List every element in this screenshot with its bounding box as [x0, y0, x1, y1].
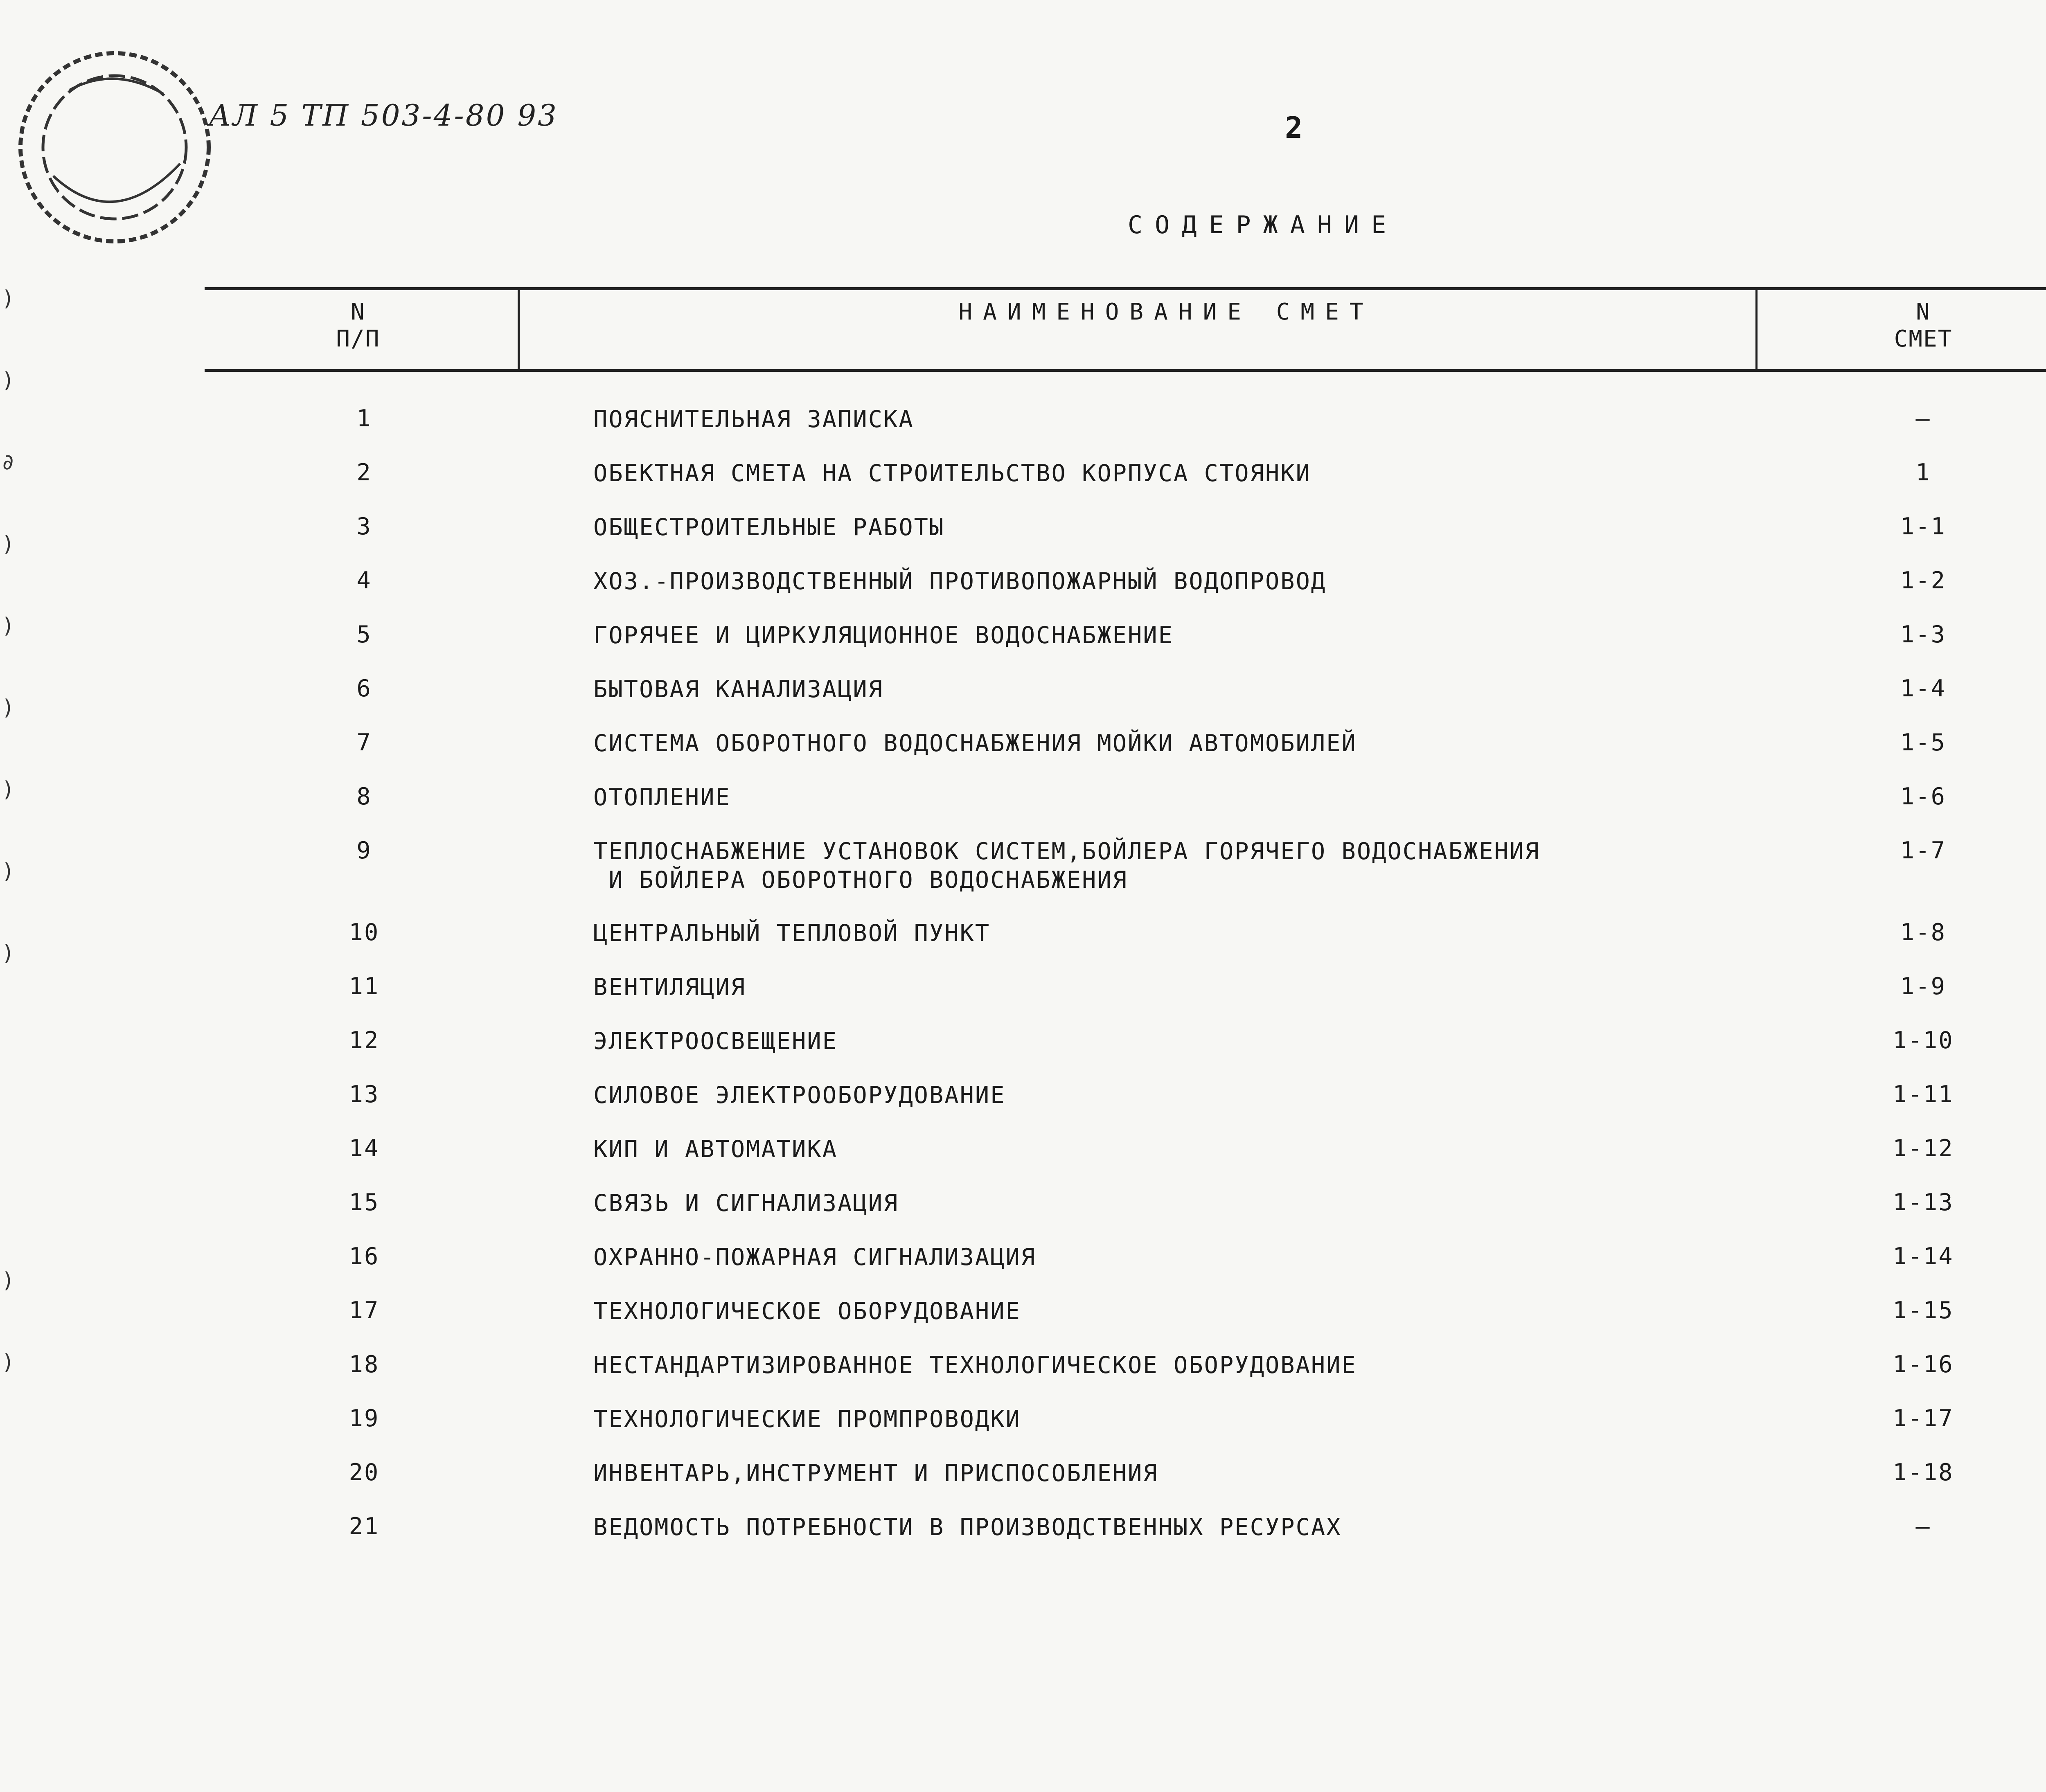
document-code: АЛ 5 ТП 503-4-80 93: [209, 98, 558, 133]
table-row: [0, 1351, 2046, 1405]
table-row: [0, 1297, 2046, 1351]
row-estimate: 1-4: [1900, 675, 1946, 702]
row-number: 18: [349, 1351, 380, 1378]
table-row: [0, 1081, 2046, 1135]
row-estimate: 1: [1915, 459, 1931, 486]
row-number: 13: [349, 1081, 380, 1108]
row-name: СВЯЗЬ И СИГНАЛИЗАЦИЯ: [593, 1190, 899, 1217]
table-row: [0, 1513, 2046, 1567]
row-estimate: 1-15: [1893, 1297, 1954, 1324]
row-name: ОБЩЕСТРОИТЕЛЬНЫЕ РАБОТЫ: [593, 514, 945, 541]
row-name: ОТОПЛЕНИЕ: [593, 784, 731, 811]
table-row: [0, 675, 2046, 729]
row-number: 6: [356, 675, 372, 702]
row-number: 7: [356, 729, 372, 756]
row-name: ЭЛЕКТРООСВЕЩЕНИЕ: [593, 1028, 838, 1055]
row-estimate: 1-6: [1900, 783, 1946, 810]
row-name: ТЕПЛОСНАБЖЕНИЕ УСТАНОВОК СИСТЕМ,БОЙЛЕРА ГОРЯЧЕГО ВОДОСНАБЖЕНИЯ И БОЙЛЕРА ОБОРОТНОГО ВОДОСНАБЖЕНИЯ: [593, 838, 1540, 894]
row-estimate: 1-3: [1900, 621, 1946, 648]
table-row: [0, 919, 2046, 973]
row-name: ХОЗ.-ПРОИЗВОДСТВЕННЫЙ ПРОТИВОПОЖАРНЫЙ ВОДОПРОВОД: [593, 568, 1327, 595]
col-header-estimate: N СМЕТ: [1894, 299, 1953, 352]
table-row: [0, 405, 2046, 459]
row-name: СИСТЕМА ОБОРОТНОГО ВОДОСНАБЖЕНИЯ МОЙКИ АВТОМОБИЛЕЙ: [593, 730, 1357, 757]
table-row: [0, 1405, 2046, 1459]
row-number: 16: [349, 1243, 380, 1270]
row-estimate: 1-13: [1893, 1189, 1954, 1216]
row-estimate: –: [1915, 1513, 1931, 1540]
page-number: 2: [1285, 110, 1303, 145]
row-estimate: 1-16: [1893, 1351, 1954, 1378]
row-name: ПОЯСНИТЕЛЬНАЯ ЗАПИСКА: [593, 406, 914, 433]
table-row: [0, 783, 2046, 837]
table-row: [0, 1189, 2046, 1243]
row-number: 20: [349, 1459, 380, 1486]
row-name: ЦЕНТРАЛЬНЫЙ ТЕПЛОВОЙ ПУНКТ: [593, 920, 991, 947]
row-name: ТЕХНОЛОГИЧЕСКИЕ ПРОМПРОВОДКИ: [593, 1406, 1021, 1433]
table-row: [0, 459, 2046, 513]
row-estimate: 1-18: [1893, 1459, 1954, 1486]
row-name: ИНВЕНТАРЬ,ИНСТРУМЕНТ И ПРИСПОСОБЛЕНИЯ: [593, 1460, 1158, 1487]
row-name: ТЕХНОЛОГИЧЕСКОЕ ОБОРУДОВАНИЕ: [593, 1298, 1021, 1325]
row-number: 19: [349, 1405, 380, 1432]
table-top-rule: [205, 287, 2046, 290]
row-number: 9: [356, 837, 372, 864]
table-row: [0, 1243, 2046, 1297]
row-estimate: 1-14: [1893, 1243, 1954, 1270]
row-estimate: 1-2: [1900, 567, 1946, 594]
row-estimate: –: [1915, 405, 1931, 432]
table-row: [0, 973, 2046, 1027]
table-row: [0, 1459, 2046, 1513]
row-number: 15: [349, 1189, 380, 1216]
row-estimate: 1-12: [1893, 1135, 1954, 1162]
row-number: 3: [356, 513, 372, 540]
row-number: 14: [349, 1135, 380, 1162]
row-estimate: 1-7: [1900, 837, 1946, 864]
row-name: БЫТОВАЯ КАНАЛИЗАЦИЯ: [593, 676, 884, 703]
row-number: 10: [349, 919, 380, 946]
row-number: 8: [356, 783, 372, 810]
row-name: ГОРЯЧЕЕ И ЦИРКУЛЯЦИОННОЕ ВОДОСНАБЖЕНИЕ: [593, 622, 1174, 649]
column-divider: [518, 287, 520, 372]
table-row: [0, 567, 2046, 621]
table-row: [0, 1027, 2046, 1081]
col-header-number: N П/П: [336, 299, 380, 352]
row-name: КИП И АВТОМАТИКА: [593, 1136, 838, 1163]
row-number: 4: [356, 567, 372, 594]
row-name: СИЛОВОЕ ЭЛЕКТРООБОРУДОВАНИЕ: [593, 1082, 1006, 1109]
table-row: [0, 1135, 2046, 1189]
row-name: ОБЕКТНАЯ СМЕТА НА СТРОИТЕЛЬСТВО КОРПУСА СТОЯНКИ: [593, 460, 1311, 487]
row-name: ВЕДОМОСТЬ ПОТРЕБНОСТИ В ПРОИЗВОДСТВЕННЫХ РЕСУРСАХ: [593, 1514, 1342, 1541]
row-number: 2: [356, 459, 372, 486]
row-estimate: 1-11: [1893, 1081, 1954, 1108]
table-row: [0, 837, 2046, 919]
row-number: 1: [356, 405, 372, 432]
row-name: НЕСТАНДАРТИЗИРОВАННОЕ ТЕХНОЛОГИЧЕСКОЕ ОБОРУДОВАНИЕ: [593, 1352, 1357, 1379]
table-row: [0, 513, 2046, 567]
column-divider: [1755, 287, 1758, 372]
row-number: 12: [349, 1027, 380, 1054]
table-row: [0, 729, 2046, 783]
row-number: 5: [356, 621, 372, 648]
circular-stamp: [8, 41, 221, 254]
row-estimate: 1-17: [1893, 1405, 1954, 1432]
row-estimate: 1-5: [1900, 729, 1946, 756]
row-estimate: 1-10: [1893, 1027, 1954, 1054]
col-header-name: НАИМЕНОВАНИЕ СМЕТ: [958, 299, 1374, 325]
row-name: ВЕНТИЛЯЦИЯ: [593, 974, 746, 1001]
row-number: 11: [349, 973, 380, 1000]
row-estimate: 1-8: [1900, 919, 1946, 946]
row-name: ОХРАННО-ПОЖАРНАЯ СИГНАЛИЗАЦИЯ: [593, 1244, 1037, 1271]
row-number: 17: [349, 1297, 380, 1324]
table-header-bottom-rule: [205, 369, 2046, 372]
row-estimate: 1-9: [1900, 973, 1946, 1000]
page-title: СОДЕРЖАНИЕ: [1128, 211, 1399, 239]
table-row: [0, 621, 2046, 675]
row-number: 21: [349, 1513, 380, 1540]
row-estimate: 1-1: [1900, 513, 1946, 540]
